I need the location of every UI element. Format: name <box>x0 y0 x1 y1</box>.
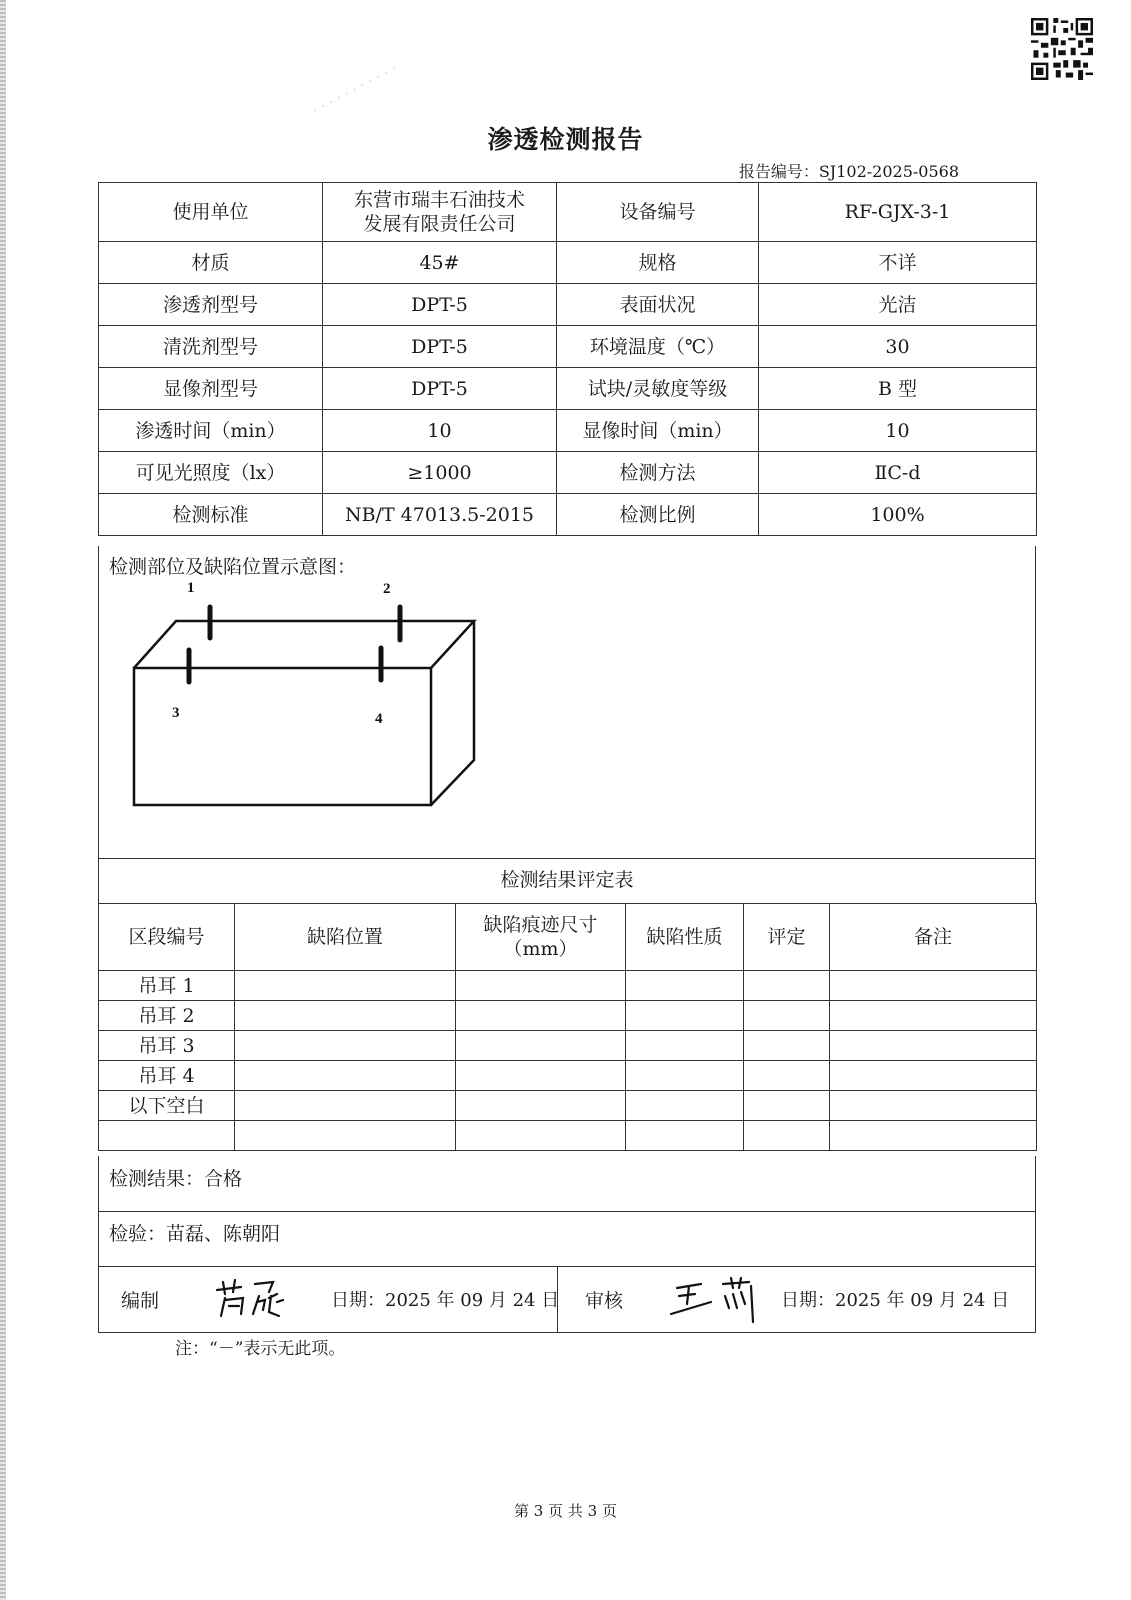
results-table <box>98 903 1037 1151</box>
info-label: 使用单位 <box>99 183 323 242</box>
segment-cell: 吊耳 2 <box>99 1001 235 1031</box>
info-value: DPT-5 <box>323 368 557 410</box>
info-label: 材质 <box>99 242 323 284</box>
page-number: 第 3 页 共 3 页 <box>514 1502 617 1520</box>
info-value: 10 <box>323 410 557 452</box>
header-defect-nature: 缺陷性质 <box>626 904 744 971</box>
info-row <box>99 494 1037 536</box>
info-value: DPT-5 <box>323 284 557 326</box>
info-value: 45# <box>323 242 557 284</box>
header-segment-no: 区段编号 <box>99 904 235 971</box>
info-value: DPT-5 <box>323 326 557 368</box>
info-label: 显像剂型号 <box>99 368 323 410</box>
info-label: 检测方法 <box>557 452 759 494</box>
info-value: 10 <box>759 410 1037 452</box>
conclusion-row <box>98 1156 1036 1212</box>
info-label: 显像时间（min） <box>557 410 759 452</box>
footnote: 注：“－”表示无此项。 <box>175 1339 346 1359</box>
report-number: 报告编号：SJ102-2025-0568 <box>738 162 959 181</box>
results-row <box>99 1031 1037 1061</box>
info-label: 清洗剂型号 <box>99 326 323 368</box>
info-label: 试块/灵敏度等级 <box>557 368 759 410</box>
company-line: 发展有限责任公司 <box>363 213 516 235</box>
info-value: 30 <box>759 326 1037 368</box>
qr-code-icon <box>1031 18 1093 80</box>
info-label: 检测标准 <box>99 494 323 536</box>
info-value: B 型 <box>759 368 1037 410</box>
diagram-label: 检测部位及缺陷位置示意图： <box>109 556 357 578</box>
info-label: 规格 <box>557 242 759 284</box>
info-value: NB/T 47013.5-2015 <box>323 494 557 536</box>
box-top-edge <box>134 621 474 668</box>
info-table <box>98 182 1037 536</box>
results-header-row <box>99 904 1037 971</box>
header-defect-size-text: 缺陷痕迹尺寸 <box>483 914 598 936</box>
info-value <box>323 183 557 242</box>
segment-cell: 以下空白 <box>99 1091 235 1121</box>
review-label: 审核 <box>585 1290 624 1312</box>
review-signature <box>667 1274 763 1326</box>
info-row <box>99 183 1037 242</box>
header-rating: 评定 <box>744 904 830 971</box>
info-row <box>99 326 1037 368</box>
info-value: ⅡC-d <box>759 452 1037 494</box>
box-side-edge <box>431 621 474 805</box>
info-row <box>99 452 1037 494</box>
info-label: 渗透时间（min） <box>99 410 323 452</box>
marker-label-1: 1 <box>187 580 195 596</box>
marker-label-3: 3 <box>172 705 180 721</box>
segment-cell: 吊耳 1 <box>99 971 235 1001</box>
box-diagram <box>99 546 1035 858</box>
inspectors-row <box>98 1211 1036 1267</box>
diagram-section <box>98 546 1036 859</box>
info-label: 环境温度（℃） <box>557 326 759 368</box>
results-row <box>99 971 1037 1001</box>
header-defect-size <box>456 904 626 971</box>
info-label: 可见光照度（lx） <box>99 452 323 494</box>
segment-cell <box>99 1121 235 1151</box>
info-value: 100% <box>759 494 1037 536</box>
results-row <box>99 1001 1037 1031</box>
review-date: 日期：2025 年 09 月 24 日 <box>781 1290 1010 1311</box>
marker-label-2: 2 <box>383 581 391 597</box>
header-remarks: 备注 <box>830 904 1037 971</box>
scan-edge <box>0 0 6 1600</box>
info-value: ≥1000 <box>323 452 557 494</box>
results-row <box>99 1091 1037 1121</box>
signature-row <box>98 1266 1036 1333</box>
segment-cell: 吊耳 4 <box>99 1061 235 1091</box>
prepared-date: 日期：2025 年 09 月 24 日 <box>331 1290 560 1311</box>
info-label: 设备编号 <box>557 183 759 242</box>
info-label: 检测比例 <box>557 494 759 536</box>
segment-cell: 吊耳 3 <box>99 1031 235 1061</box>
info-value: RF-GJX-3-1 <box>759 183 1037 242</box>
info-label: 渗透剂型号 <box>99 284 323 326</box>
company-line: 东营市瑞丰石油技术 <box>353 189 525 211</box>
marker-label-4: 4 <box>375 711 383 727</box>
report-title: 渗透检测报告 <box>487 125 644 154</box>
prepared-block <box>99 1266 558 1332</box>
info-row <box>99 242 1037 284</box>
watermark: · · · · · · · · · · · <box>310 61 401 120</box>
prepared-signature <box>211 1274 291 1324</box>
info-row <box>99 284 1037 326</box>
header-defect-size-unit: （mm） <box>503 938 578 960</box>
inspectors-text: 检验：苗磊、陈朝阳 <box>109 1223 281 1245</box>
conclusion-text: 检测结果：合格 <box>109 1168 243 1190</box>
info-label: 表面状况 <box>557 284 759 326</box>
info-row <box>99 410 1037 452</box>
box-front-face <box>134 668 431 805</box>
info-value: 不详 <box>759 242 1037 284</box>
prepared-label: 编制 <box>121 1290 160 1312</box>
results-row <box>99 1061 1037 1091</box>
results-row <box>99 1121 1037 1151</box>
review-block <box>559 1266 1035 1332</box>
header-defect-location: 缺陷位置 <box>235 904 456 971</box>
results-title: 检测结果评定表 <box>98 858 1036 904</box>
info-value: 光洁 <box>759 284 1037 326</box>
info-row <box>99 368 1037 410</box>
